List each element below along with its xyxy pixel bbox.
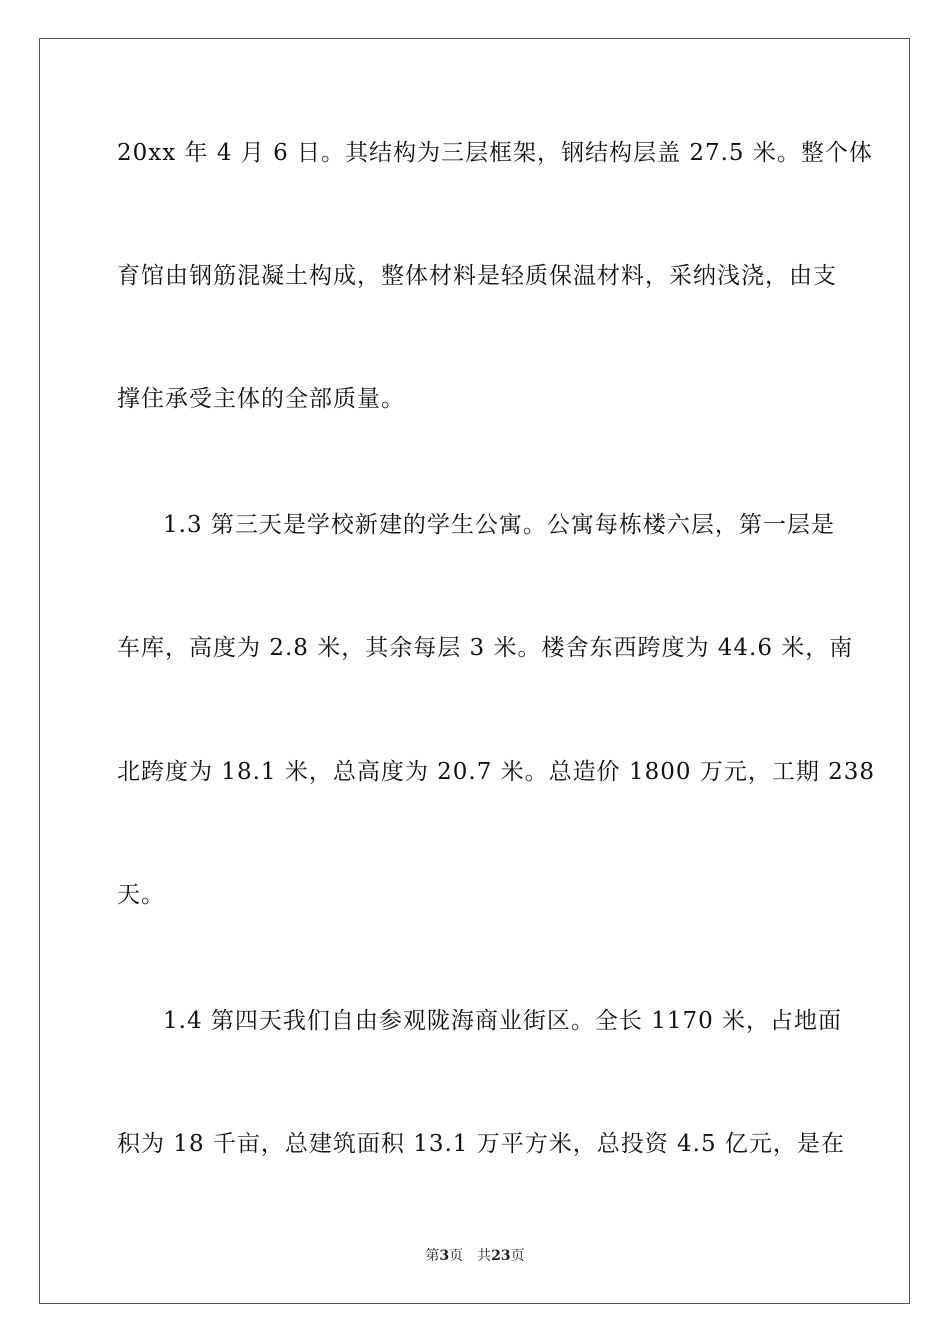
body-line-9: 积为 18 千亩，总建筑面积 13.1 万平方米，总投资 4.5 亿元，是在 xyxy=(117,1131,845,1157)
body-line-6: 北跨度为 18.1 米，总高度为 20.7 米。总造价 1800 万元，工期 238 xyxy=(117,759,876,785)
body-line-5: 车库，高度为 2.8 米，其余每层 3 米。楼舍东西跨度为 44.6 米，南 xyxy=(117,635,854,661)
footer-total-prefix: 共 xyxy=(477,1248,492,1264)
body-line-3: 撑住承受主体的全部质量。 xyxy=(117,386,405,412)
footer-total-pages: 23 xyxy=(491,1248,511,1264)
page-footer xyxy=(0,1245,950,1265)
footer-page-prefix: 第 xyxy=(425,1248,440,1264)
body-line-4: 1.3 第三天是学校新建的学生公寓。公寓每栋楼六层，第一层是 xyxy=(163,512,835,538)
footer-total-suffix: 页 xyxy=(510,1248,525,1264)
body-line-2: 育馆由钢筋混凝土构成，整体材料是轻质保温材料，采纳浅浇，由支 xyxy=(117,263,837,289)
footer-page-suffix: 页 xyxy=(449,1248,464,1264)
body-line-8: 1.4 第四天我们自由参观陇海商业街区。全长 1170 米，占地面 xyxy=(163,1008,843,1034)
body-line-1: 20xx 年 4 月 6 日。其结构为三层框架，钢结构层盖 27.5 米。整个体 xyxy=(117,140,873,166)
footer-page-number: 3 xyxy=(439,1248,450,1264)
page-border xyxy=(39,38,910,1304)
body-line-7: 天。 xyxy=(117,882,165,908)
